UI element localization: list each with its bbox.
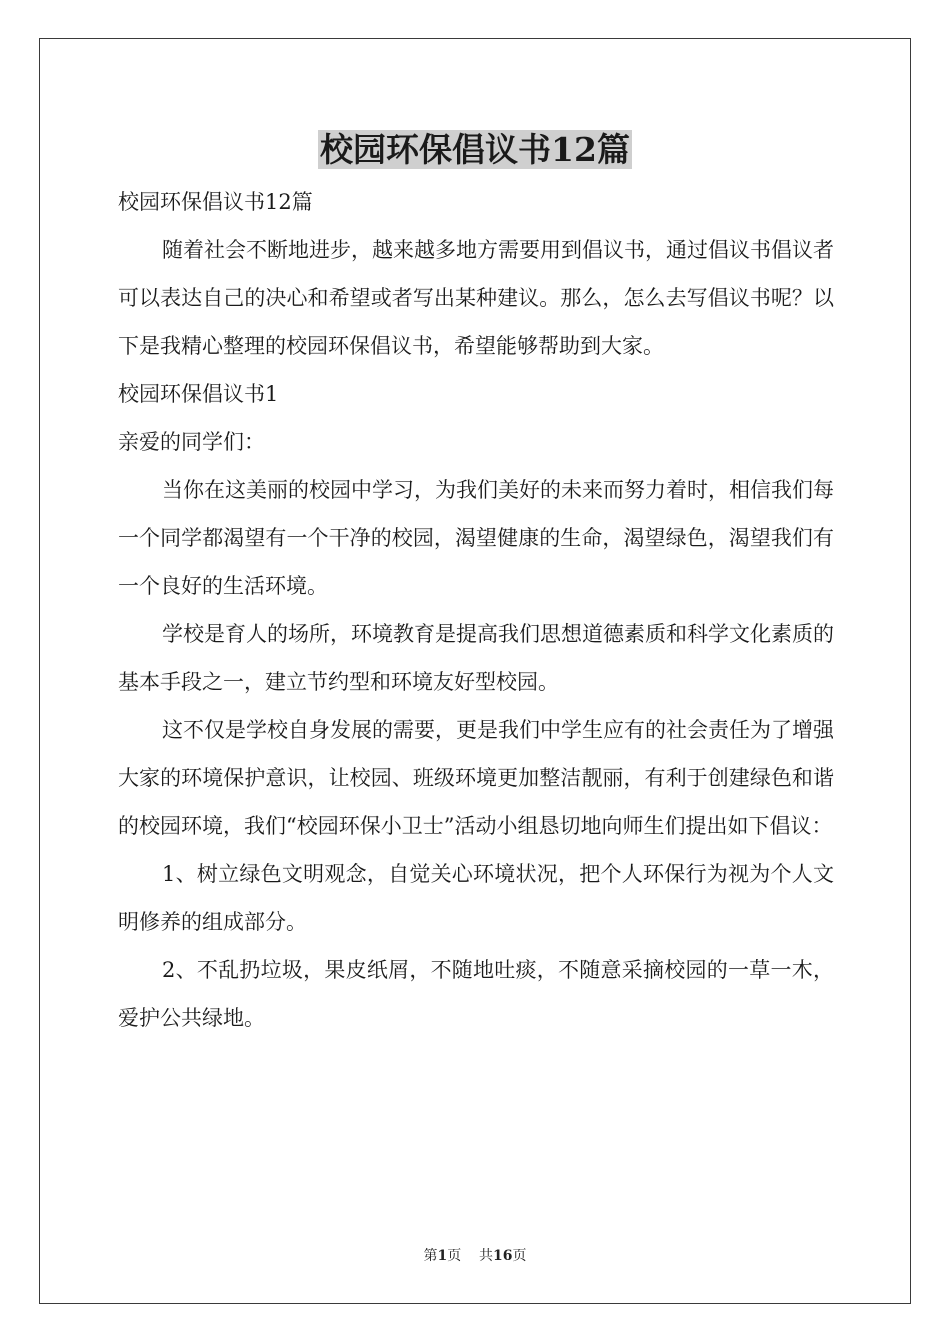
body-paragraph: 当你在这美丽的校园中学习，为我们美好的未来而努力着时，相信我们每一个同学都渴望有一个干净的校园，渴望健康的生命，渴望绿色，渴望我们有一个良好的生活环境。 [118, 478, 834, 598]
salutation: 亲爱的同学们： [118, 430, 265, 454]
page-prefix: 第 [423, 1248, 438, 1264]
page-suffix: 页 [447, 1248, 462, 1264]
document-body [118, 178, 834, 1042]
page-number: 1 [437, 1248, 448, 1264]
total-prefix: 共 [479, 1248, 494, 1264]
intro-paragraph: 随着社会不断地进步，越来越多地方需要用到倡议书，通过倡议书倡议者可以表达自己的决心和希望或者写出某种建议。那么，怎么去写倡议书呢？以下是我精心整理的校园环保倡议书，希望能够帮助到大家。 [118, 238, 834, 358]
proposal-item: 2、不乱扔垃圾，果皮纸屑，不随地吐痰，不随意采摘校园的一草一木，爱护公共绿地。 [118, 958, 834, 1030]
page-total: 16 [493, 1248, 513, 1264]
proposal-item: 1、树立绿色文明观念，自觉关心环境状况，把个人环保行为视为个人文明修养的组成部分。 [118, 862, 834, 934]
body-paragraph: 这不仅是学校自身发展的需要，更是我们中学生应有的社会责任为了增强大家的环境保护意识，让校园、班级环境更加整洁靓丽，有利于创建绿色和谐的校园环境，我们“校园环保小卫士”活动小组恳切地向师生们提出如下倡议： [118, 718, 834, 838]
section-heading: 校园环保倡议书1 [118, 382, 279, 406]
body-paragraph: 学校是育人的场所，环境教育是提高我们思想道德素质和科学文化素质的基本手段之一，建立节约型和环境友好型校园。 [118, 622, 834, 694]
document-title [0, 128, 950, 172]
page-footer [0, 1246, 950, 1266]
document-subtitle: 校园环保倡议书12篇 [118, 190, 313, 214]
document-title-text: 校园环保倡议书12篇 [320, 130, 630, 169]
total-suffix: 页 [512, 1248, 527, 1264]
